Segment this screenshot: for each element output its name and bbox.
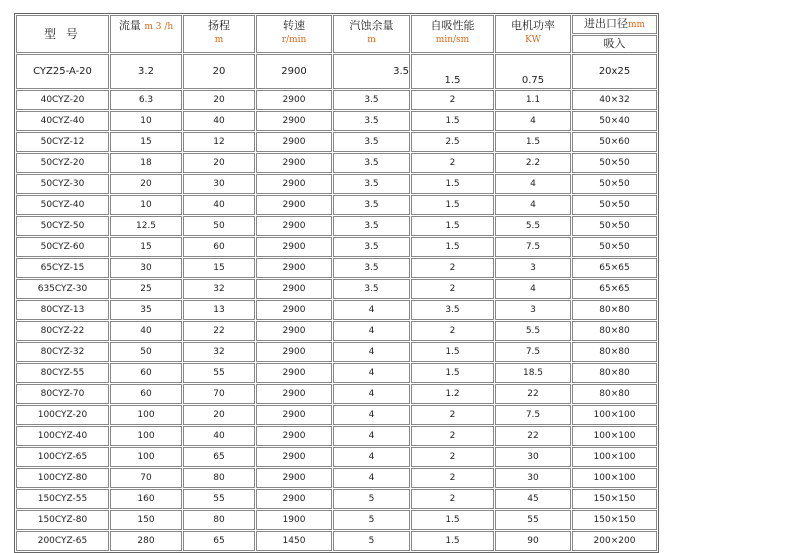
cell-power: 30 [495,468,571,488]
cell-npsh: 4 [333,363,410,383]
cell-suction: 2 [411,405,494,425]
cell-model: 50CYZ-60 [16,237,109,257]
cell-model: 100CYZ-40 [16,426,109,446]
header-inlet: 吸入 [572,35,657,53]
cell-speed: 2900 [256,237,332,257]
cell-head: 40 [183,195,255,215]
cell-model: 40CYZ-20 [16,90,109,110]
cell-speed: 2900 [256,405,332,425]
table-row [16,405,657,425]
cell-power: 4 [495,174,571,194]
cell-speed: 2900 [256,174,332,194]
cell-suction: 1.5 [411,195,494,215]
cell-npsh: 3.5 [333,90,410,110]
cell-flow: 30 [110,258,182,278]
table-row [16,321,657,341]
table-row [16,174,657,194]
cell-model: CYZ25-A-20 [16,54,109,89]
table-row [16,468,657,488]
cell-power: 22 [495,384,571,404]
cell-npsh: 3.5 [333,111,410,131]
cell-head: 20 [183,405,255,425]
cell-npsh: 5 [333,531,410,551]
cell-power: 5.5 [495,321,571,341]
cell-speed: 1450 [256,531,332,551]
cell-power: 3 [495,300,571,320]
table-row [16,384,657,404]
cell-power: 30 [495,447,571,467]
cell-diameter: 50×50 [572,174,657,194]
cell-suction: 2.5 [411,132,494,152]
table-row [16,258,657,278]
cell-npsh: 3.5 [333,54,410,89]
cell-model: 80CYZ-70 [16,384,109,404]
cell-speed: 2900 [256,111,332,131]
cell-head: 65 [183,447,255,467]
cell-model: 635CYZ-30 [16,279,109,299]
cell-power: 7.5 [495,342,571,362]
cell-head: 40 [183,426,255,446]
cell-power: 22 [495,426,571,446]
cell-head: 55 [183,489,255,509]
table-row [16,279,657,299]
cell-speed: 1900 [256,510,332,530]
cell-head: 30 [183,174,255,194]
cell-suction: 1.2 [411,384,494,404]
header-flow-unit: m 3 /h [144,22,174,32]
cell-flow: 100 [110,405,182,425]
cell-npsh: 4 [333,426,410,446]
cell-suction: 2 [411,426,494,446]
cell-speed: 2900 [256,321,332,341]
header-speed: 转速 r/min [256,15,332,53]
table-row [16,531,657,551]
cell-diameter: 200×200 [572,531,657,551]
cell-power: 4 [495,279,571,299]
cell-model: 50CYZ-12 [16,132,109,152]
header-model: 型 号 [16,15,109,53]
cell-npsh: 4 [333,405,410,425]
cell-suction: 1.5 [411,510,494,530]
cell-speed: 2900 [256,195,332,215]
cell-power: 2.2 [495,153,571,173]
cell-diameter: 100×100 [572,426,657,446]
cell-npsh: 4 [333,342,410,362]
cell-speed: 2900 [256,54,332,89]
cell-diameter: 150×150 [572,489,657,509]
cell-diameter: 100×100 [572,468,657,488]
cell-suction: 1.5 [411,111,494,131]
cell-npsh: 3.5 [333,174,410,194]
cell-suction: 2 [411,447,494,467]
cell-diameter: 50×50 [572,195,657,215]
header-power-unit: KW [525,35,541,45]
cell-diameter: 20x25 [572,54,657,89]
cell-npsh: 5 [333,489,410,509]
header-head-unit: m [214,35,224,45]
cell-flow: 70 [110,468,182,488]
cell-model: 100CYZ-80 [16,468,109,488]
cell-speed: 2900 [256,468,332,488]
table-row [16,447,657,467]
cell-speed: 2900 [256,363,332,383]
cell-head: 60 [183,237,255,257]
cell-suction: 1.5 [411,342,494,362]
cell-head: 50 [183,216,255,236]
cell-npsh: 3.5 [333,153,410,173]
header-diameter: 进出口径mm [572,15,657,34]
cell-head: 20 [183,90,255,110]
cell-model: 50CYZ-20 [16,153,109,173]
cell-npsh: 4 [333,447,410,467]
table-row [16,300,657,320]
header-head: 扬程 m [183,15,255,53]
header-npsh-unit: m [367,35,376,45]
cell-flow: 50 [110,342,182,362]
cell-npsh: 3.5 [333,279,410,299]
cell-suction: 1.5 [411,174,494,194]
cell-head: 32 [183,342,255,362]
table-row [16,54,657,89]
cell-speed: 2900 [256,279,332,299]
table-row [16,111,657,131]
cell-power: 5.5 [495,216,571,236]
cell-suction: 2 [411,279,494,299]
cell-head: 65 [183,531,255,551]
cell-speed: 2900 [256,258,332,278]
header-diameter-unit: mm [627,20,646,30]
cell-power: 0.75 [495,54,571,89]
table-row [16,90,657,110]
cell-power: 45 [495,489,571,509]
cell-diameter: 100×100 [572,405,657,425]
cell-flow: 35 [110,300,182,320]
table-row [16,153,657,173]
pump-spec-table [14,13,659,553]
cell-npsh: 5 [333,510,410,530]
cell-diameter: 80×80 [572,384,657,404]
cell-suction: 1.5 [411,531,494,551]
cell-flow: 10 [110,111,182,131]
cell-npsh: 3.5 [333,132,410,152]
cell-diameter: 80×80 [572,342,657,362]
header-power: 电机功率 KW [495,15,571,53]
cell-flow: 3.2 [110,54,182,89]
cell-model: 80CYZ-55 [16,363,109,383]
cell-diameter: 80×80 [572,321,657,341]
cell-model: 50CYZ-50 [16,216,109,236]
cell-head: 40 [183,111,255,131]
cell-model: 80CYZ-13 [16,300,109,320]
cell-head: 80 [183,510,255,530]
cell-power: 7.5 [495,405,571,425]
cell-suction: 1.5 [411,363,494,383]
cell-diameter: 80×80 [572,300,657,320]
cell-head: 15 [183,258,255,278]
cell-power: 3 [495,258,571,278]
table-row [16,237,657,257]
cell-model: 80CYZ-22 [16,321,109,341]
cell-head: 22 [183,321,255,341]
cell-power: 1.5 [495,132,571,152]
cell-suction: 3.5 [411,300,494,320]
cell-npsh: 4 [333,321,410,341]
table-row [16,510,657,530]
cell-suction: 1.5 [411,216,494,236]
cell-speed: 2900 [256,300,332,320]
cell-flow: 160 [110,489,182,509]
cell-diameter: 80×80 [572,363,657,383]
cell-suction: 2 [411,90,494,110]
table-row [16,342,657,362]
cell-head: 20 [183,54,255,89]
cell-diameter: 50×60 [572,132,657,152]
cell-flow: 60 [110,384,182,404]
cell-flow: 100 [110,447,182,467]
cell-suction: 1.5 [411,54,494,89]
cell-model: 200CYZ-65 [16,531,109,551]
cell-suction: 2 [411,153,494,173]
table-row [16,132,657,152]
header-row-top [16,15,657,34]
cell-model: 40CYZ-40 [16,111,109,131]
cell-head: 13 [183,300,255,320]
cell-diameter: 50×50 [572,216,657,236]
cell-suction: 2 [411,258,494,278]
cell-speed: 2900 [256,153,332,173]
cell-flow: 150 [110,510,182,530]
cell-flow: 18 [110,153,182,173]
table-row [16,426,657,446]
cell-model: 50CYZ-40 [16,195,109,215]
cell-diameter: 50×50 [572,237,657,257]
cell-head: 70 [183,384,255,404]
cell-npsh: 3.5 [333,216,410,236]
cell-flow: 60 [110,363,182,383]
cell-flow: 15 [110,237,182,257]
cell-flow: 20 [110,174,182,194]
cell-model: 100CYZ-20 [16,405,109,425]
cell-speed: 2900 [256,447,332,467]
table-row [16,216,657,236]
cell-model: 65CYZ-15 [16,258,109,278]
cell-power: 4 [495,195,571,215]
cell-flow: 6.3 [110,90,182,110]
cell-diameter: 100×100 [572,447,657,467]
cell-head: 55 [183,363,255,383]
cell-diameter: 50×40 [572,111,657,131]
cell-speed: 2900 [256,426,332,446]
cell-flow: 100 [110,426,182,446]
cell-flow: 12.5 [110,216,182,236]
cell-speed: 2900 [256,342,332,362]
cell-npsh: 4 [333,300,410,320]
cell-flow: 10 [110,195,182,215]
cell-model: 50CYZ-30 [16,174,109,194]
cell-suction: 1.5 [411,237,494,257]
cell-speed: 2900 [256,132,332,152]
cell-power: 7.5 [495,237,571,257]
cell-flow: 25 [110,279,182,299]
cell-power: 4 [495,111,571,131]
cell-model: 150CYZ-55 [16,489,109,509]
cell-diameter: 40×32 [572,90,657,110]
cell-model: 80CYZ-32 [16,342,109,362]
cell-diameter: 65×65 [572,279,657,299]
cell-head: 32 [183,279,255,299]
cell-speed: 2900 [256,216,332,236]
table-row [16,363,657,383]
table-row [16,489,657,509]
cell-model: 150CYZ-80 [16,510,109,530]
header-suction-unit: min/sm [435,35,470,45]
header-suction: 自吸性能 min/sm [411,15,494,53]
cell-power: 18.5 [495,363,571,383]
cell-suction: 2 [411,321,494,341]
cell-npsh: 3.5 [333,237,410,257]
header-flow: 流量 m 3 /h [110,15,182,53]
cell-speed: 2900 [256,90,332,110]
table-row [16,195,657,215]
cell-diameter: 65×65 [572,258,657,278]
cell-flow: 40 [110,321,182,341]
header-npsh: 汽蚀余量 m [333,15,410,53]
header-speed-unit: r/min [281,35,307,45]
cell-npsh: 4 [333,468,410,488]
cell-model: 100CYZ-65 [16,447,109,467]
cell-diameter: 50×50 [572,153,657,173]
cell-suction: 2 [411,468,494,488]
cell-power: 90 [495,531,571,551]
cell-flow: 15 [110,132,182,152]
cell-npsh: 4 [333,384,410,404]
cell-flow: 280 [110,531,182,551]
cell-diameter: 150×150 [572,510,657,530]
cell-npsh: 3.5 [333,258,410,278]
cell-speed: 2900 [256,384,332,404]
cell-suction: 2 [411,489,494,509]
cell-head: 12 [183,132,255,152]
cell-power: 1.1 [495,90,571,110]
cell-head: 80 [183,468,255,488]
cell-power: 55 [495,510,571,530]
cell-npsh: 3.5 [333,195,410,215]
cell-head: 20 [183,153,255,173]
cell-speed: 2900 [256,489,332,509]
